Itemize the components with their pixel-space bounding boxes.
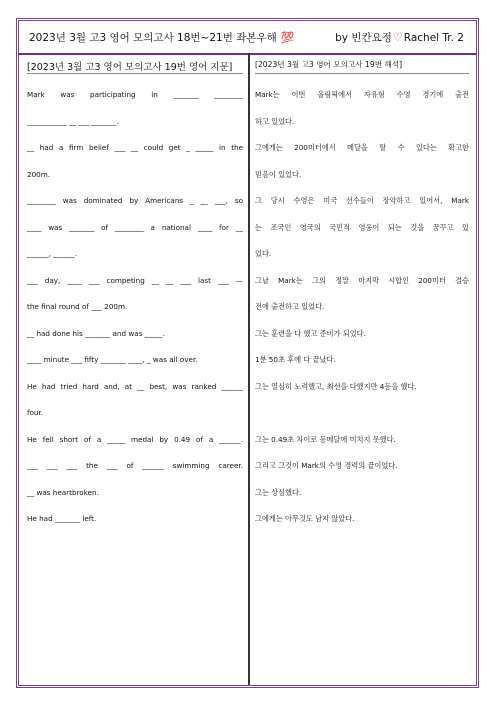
page-header [19,21,476,55]
header-author [335,30,464,45]
passage-line: ____ minute ___ fifty _______ ____, _ was all over. [27,355,198,364]
translation-line: 그는 열심히 노력했고, 최선을 다했지만 4등을 했다. [255,381,417,391]
translation-line: Mark는 이번 올림픽에서 자유형 수영 경기에 출전 [255,90,469,99]
translation-line: 하고 있었다. [255,116,295,126]
passage-line: four. [27,408,44,417]
passage-line: ___________ __ ___ _______. [27,116,119,126]
passage-line: ______, ______. [27,249,77,258]
passage-line: the final round of ___ 200m. [27,302,128,311]
translation-line: 전에 출전하고 있었다. [255,302,325,311]
page-frame [16,18,479,688]
author-name: Rachel Tr. 2 [403,32,464,44]
translation-line: 었다. [255,249,272,258]
header-title [29,30,294,45]
translation-line: 그날 Mark는 그의 정말 마지막 시합인 200미터 결승 [255,275,469,285]
passage-line: He fell short of a _____ medal by 0.49 of a ______. [27,434,243,444]
passage-line: ____ was _______ of ________ a national ____ for __ [27,222,243,232]
passage-line: __ was heartbroken. [27,487,99,497]
passage-line: He had _______ left. [27,514,97,523]
author-prefix: by 빈칸요정 [335,32,392,44]
heart-icon: ♡ [392,31,403,44]
passage-line: ________ was dominated by Americans _ __ ___, so [27,196,243,205]
translation-line: 그리고 그것이 Mark의 수영 경력의 끝이었다. [255,461,398,470]
korean-translation-column [255,53,469,685]
english-passage-lines [27,90,243,541]
korean-translation-lines [255,90,469,541]
passage-line: 200m. [27,169,51,179]
translation-line: 믿음이 있었다. [255,169,302,179]
passage-line: __ had done his _______ and was _____. [27,328,165,338]
translation-line [255,408,469,435]
translation-line: 그에게는 아무것도 남지 않았다. [255,514,355,523]
translation-line: 는 조국인 영국의 국민적 영웅이 되는 것을 꿈꾸고 있 [255,222,469,232]
translation-line: 1분 50초 후에 다 끝났다. [255,355,336,364]
passage-line: __ had a firm belief ___ __ could get _ _____ in the [27,143,243,152]
translation-line: 그는 0.49초 차이로 동메달에 미치지 못했다. [255,434,396,444]
header-title-text: 2023년 3월 고3 영어 모의고사 18번~21번 좌본우해 [29,32,277,44]
column-divider [248,53,250,685]
passage-line: ___ day, ____ ___ competing __ __ ___ last ___ — [27,275,243,285]
translation-line: 그는 상심했다. [255,487,302,497]
english-passage-column [27,53,243,685]
hundred-points-icon: 💯 [280,31,295,44]
passage-line: Mark was participating in _______ ________ [27,90,243,99]
english-passage-title: [2023년 3월 고3 영어 모의고사 19번 영어 지문] [27,59,243,74]
translation-line: 그에게는 200미터에서 메달을 딸 수 있다는 확고한 [255,143,469,152]
translation-line: 그 당시 수영은 미국 선수들이 장악하고 있어서, Mark [255,196,469,205]
translation-line: 그는 훈련을 다 했고 준비가 되었다. [255,328,366,338]
passage-line: He had tried hard and, at __ best, was ranked ______ [27,381,243,391]
passage-line: ___ ___ ___ the ___ of ______ swimming career. [27,461,243,470]
korean-translation-title: [2023년 3월 고3 영어 모의고사 19번 해석] [255,59,469,74]
